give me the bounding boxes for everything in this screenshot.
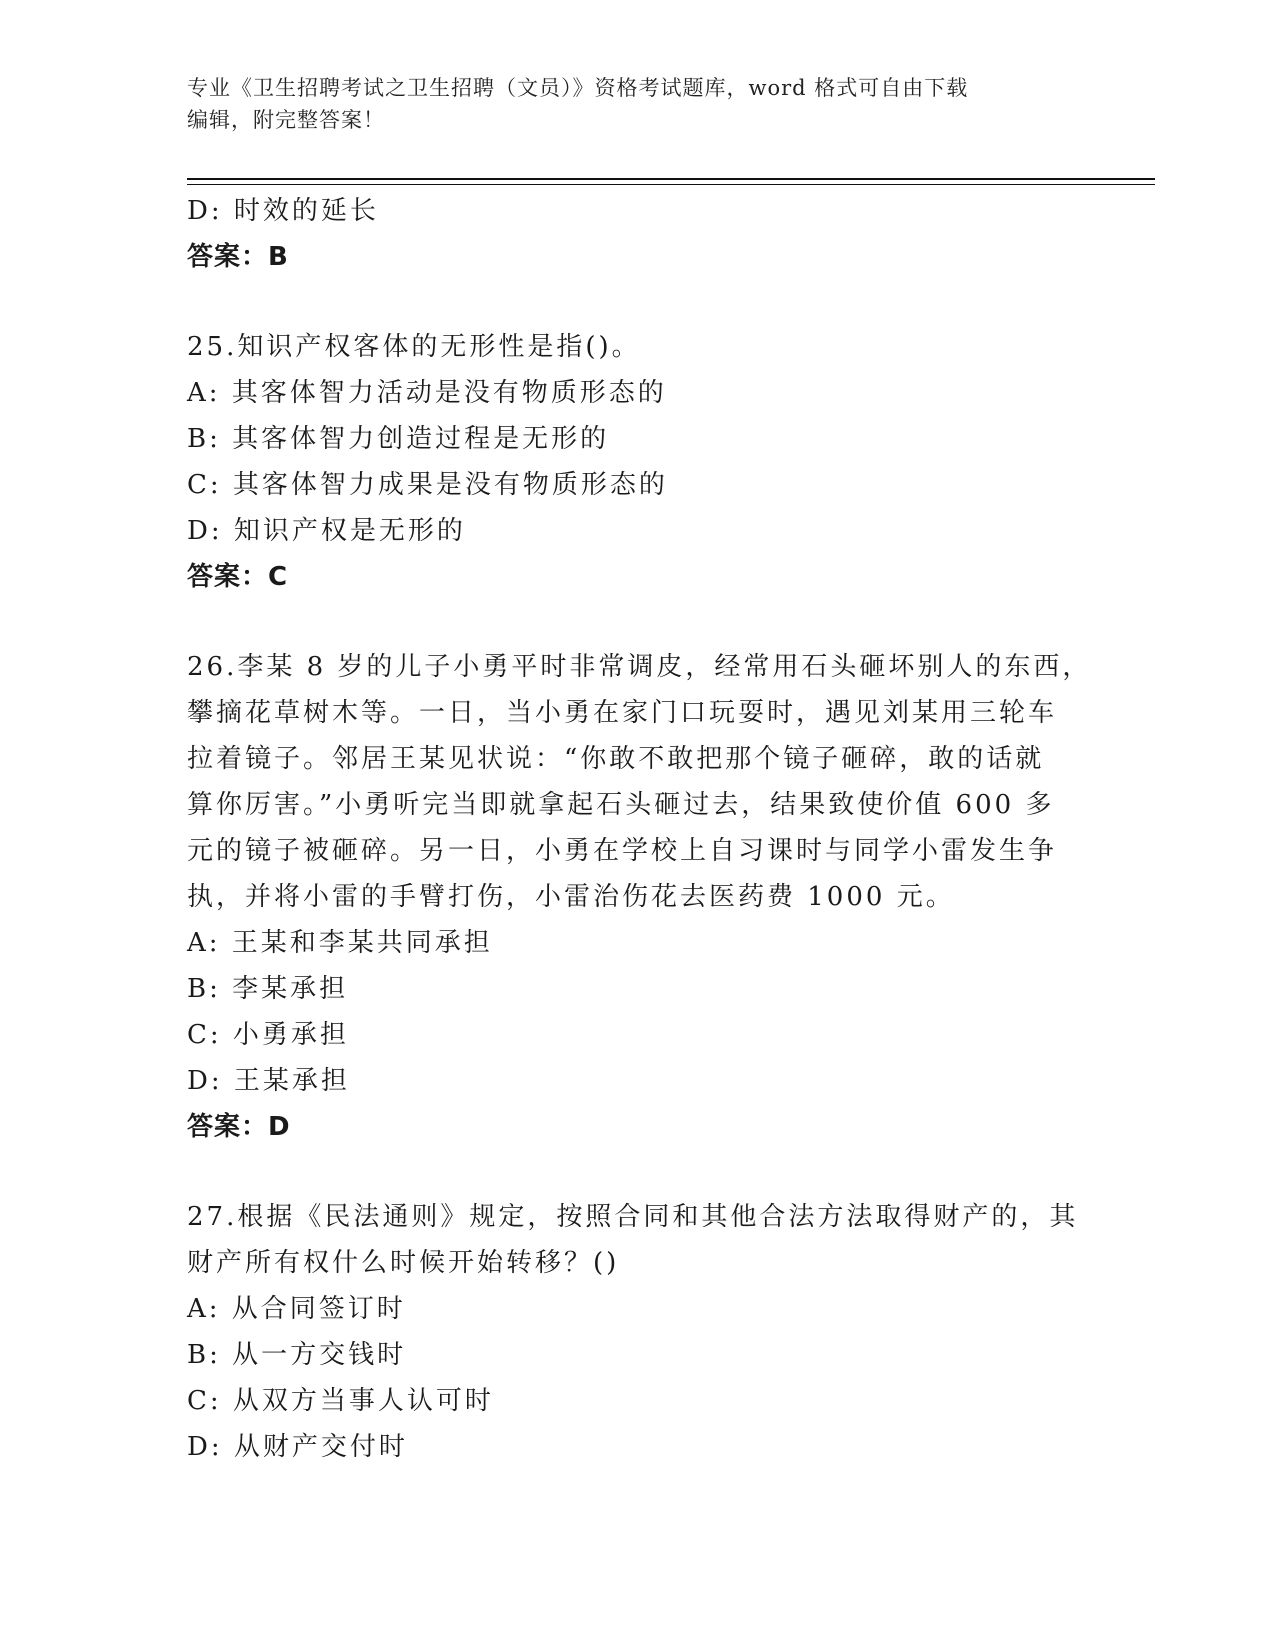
question-stem-line: 执，并将小雷的手臂打伤，小雷治伤花去医药费 1000 元。	[187, 882, 955, 912]
header-divider-thick	[187, 178, 1155, 180]
option-a: A: 从合同签订时	[187, 1294, 406, 1324]
option-d: D: 从财产交付时	[187, 1432, 408, 1462]
question-25	[187, 324, 1087, 600]
header-divider-thin	[187, 184, 1155, 185]
option-d: D: 知识产权是无形的	[187, 516, 466, 546]
question-stem-line: 算你厉害。”小勇听完当即就拿起石头砸过去，结果致使价值 600 多	[187, 790, 1055, 820]
option-d: D: 王某承担	[187, 1066, 350, 1096]
option-a: A: 其客体智力活动是没有物质形态的	[187, 378, 667, 408]
header-line-1: 专业《卫生招聘考试之卫生招聘（文员）》资格考试题库，word 格式可自由下载	[187, 76, 969, 100]
option-d: D: 时效的延长	[187, 196, 379, 226]
previous-question-tail	[187, 188, 1087, 280]
answer-label: 答案：D	[187, 1112, 291, 1142]
question-27	[187, 1194, 1087, 1470]
option-b: B: 李某承担	[187, 974, 349, 1004]
question-stem: 25.知识产权客体的无形性是指()。	[187, 332, 641, 362]
question-stem-line: 27.根据《民法通则》规定，按照合同和其他合法方法取得财产的，其	[187, 1202, 1079, 1232]
header-line-2: 编辑，附完整答案！	[187, 108, 385, 132]
spacer	[187, 1150, 1087, 1194]
question-26	[187, 644, 1092, 1150]
spacer	[187, 280, 1087, 324]
option-b: B: 其客体智力创造过程是无形的	[187, 424, 610, 454]
document-header	[187, 72, 1087, 136]
answer-label: 答案：C	[187, 562, 289, 592]
option-a: A: 王某和李某共同承担	[187, 928, 493, 958]
spacer	[187, 600, 1087, 644]
option-b: B: 从一方交钱时	[187, 1340, 407, 1370]
document-body	[187, 188, 1092, 1470]
question-stem-line: 26.李某 8 岁的儿子小勇平时非常调皮，经常用石头砸坏别人的东西，	[187, 652, 1092, 682]
question-stem-line: 拉着镜子。邻居王某见状说：“你敢不敢把那个镜子砸碎，敢的话就	[187, 744, 1045, 774]
question-stem-line: 元的镜子被砸碎。另一日，小勇在学校上自习课时与同学小雷发生争	[187, 836, 1058, 866]
option-c: C: 其客体智力成果是没有物质形态的	[187, 470, 668, 500]
question-stem-line: 攀摘花草树木等。一日，当小勇在家门口玩耍时，遇见刘某用三轮车	[187, 698, 1058, 728]
option-c: C: 小勇承担	[187, 1020, 349, 1050]
answer-label: 答案：B	[187, 242, 289, 272]
option-c: C: 从双方当事人认可时	[187, 1386, 494, 1416]
question-stem-line: 财产所有权什么时候开始转移？()	[187, 1248, 620, 1278]
